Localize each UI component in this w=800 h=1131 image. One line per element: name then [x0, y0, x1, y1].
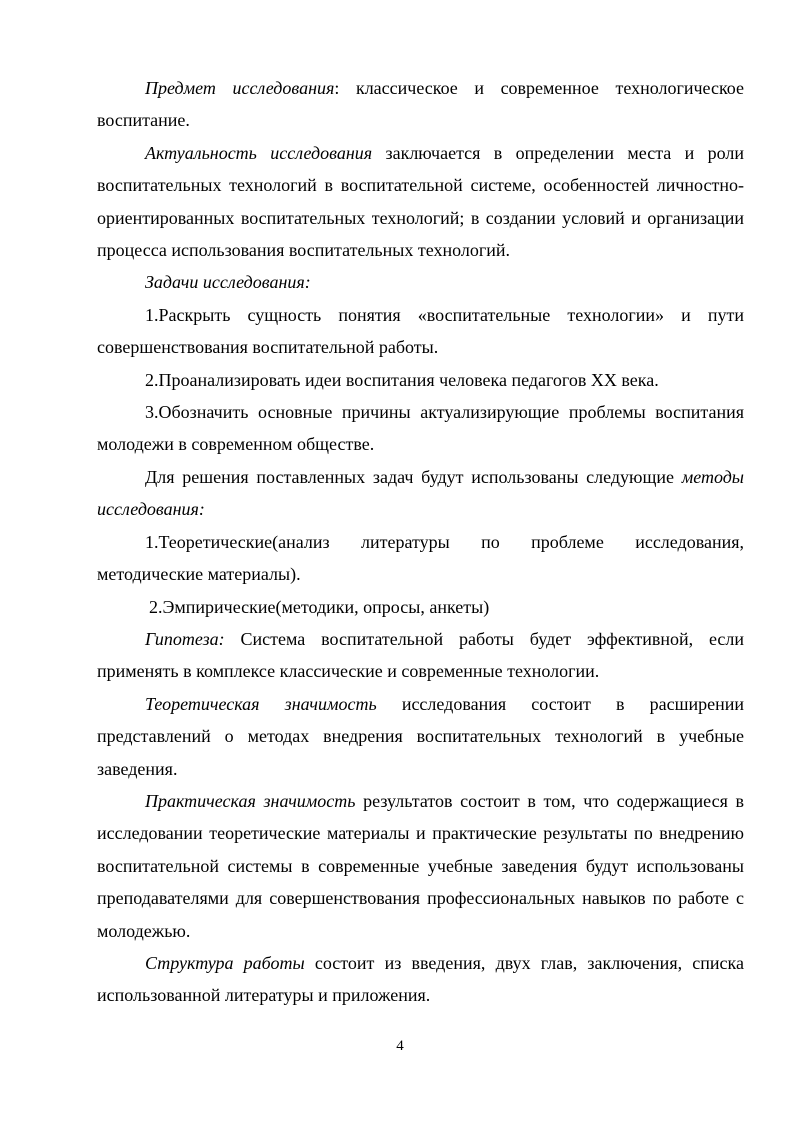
paragraph-task-3 [97, 396, 744, 461]
paragraph-text: : классическое и современное технологическое воспитание. [97, 78, 744, 131]
paragraph-text: Система воспитательной работы будет эффективной, если применять в комплексе классические и современные технологии. [97, 628, 744, 682]
paragraph-theoretical-significance [97, 688, 744, 785]
term-italic: Теоретическая значимость [145, 693, 377, 714]
term-italic: Предмет исследования [145, 78, 335, 98]
paragraph-subject [97, 72, 744, 137]
paragraph-practical-significance [97, 785, 744, 947]
paragraph-text: состоит из введения, двух глав, заключения, списка использованной литературы и приложения. [97, 952, 744, 1006]
term-italic: Структура работы [145, 952, 305, 973]
paragraph-text: 1.Раскрыть сущность понятия «воспитательные технологии» и пути совершенствования воспитательной работы. [97, 304, 744, 358]
paragraph-text: заключается в определении места и роли воспитательных технологий в воспитательной системе, особенностей личностно-ориентированных воспитательных технологий; в создании условий и организации процесса использования воспитательных технологий. [97, 142, 744, 261]
paragraph-tasks-heading [97, 266, 744, 298]
paragraph-task-1 [97, 299, 744, 364]
paragraph-hypothesis [97, 623, 744, 688]
paragraph-text: 2.Эмпирические(методики, опросы, анкеты) [149, 596, 490, 617]
term-italic: Актуальность исследования [145, 142, 373, 163]
paragraph-structure [97, 947, 744, 1012]
term-italic: Практическая значимость [145, 790, 356, 811]
paragraph-text: Для решения поставленных задач будут использованы следующие [145, 466, 682, 487]
term-italic: методы исследования: [97, 466, 744, 520]
term-italic: Задачи исследования: [145, 272, 311, 293]
paragraph-methods-intro [97, 461, 744, 526]
page-number: 4 [396, 1038, 404, 1054]
paragraph-task-2 [97, 364, 744, 396]
paragraph-method-2 [97, 591, 744, 623]
page-body [97, 72, 744, 1012]
paragraph-text: исследования состоит в расширении представлений о методах внедрения воспитательных технологий в учебные заведения. [97, 693, 744, 779]
paragraph-method-1 [97, 526, 744, 591]
paragraph-text: результатов состоит в том, что содержащиеся в исследовании теоретические материалы и практические результаты по внедрению воспитательной системы в современные учебные заведения будут использованы преподавателями для совершенствования профессиональных навыков по работе с молодежью. [97, 790, 744, 941]
paragraph-text: 2.Проанализировать идеи воспитания человека педагогов XX века. [145, 369, 659, 390]
paragraph-text: 1.Теоретические(анализ литературы по проблеме исследования, методические материалы). [97, 531, 744, 585]
paragraph-relevance [97, 137, 744, 267]
paragraph-text: 3.Обозначить основные причины актуализирующие проблемы воспитания молодежи в современном обществе. [97, 402, 744, 455]
term-italic: Гипотеза: [145, 628, 225, 649]
